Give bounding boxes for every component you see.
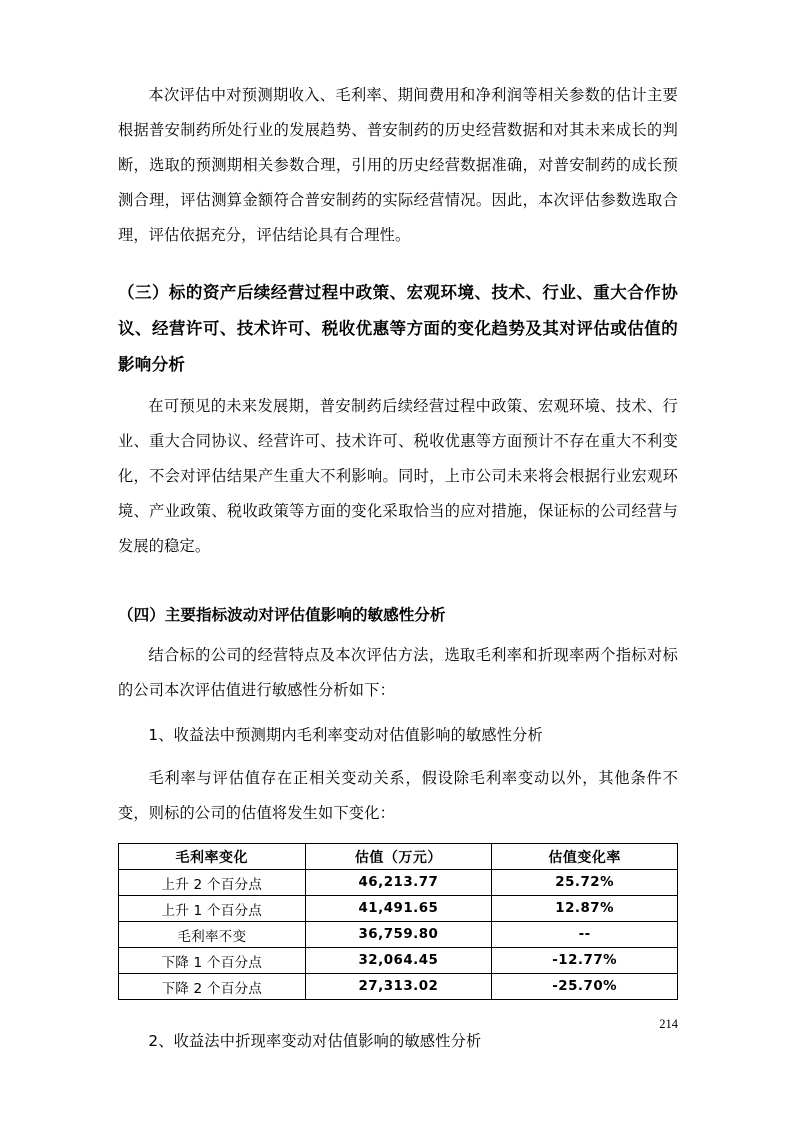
table-row [119,922,678,948]
table-cell-change: -25.70% [492,974,678,1000]
table-row [119,974,678,1000]
table-row [119,870,678,896]
spacer [118,1010,678,1024]
table-cell-change: -12.77% [492,948,678,974]
paragraph-policy-environment: 在可预见的未来发展期，普安制药后续经营过程中政策、宏观环境、技术、行业、重大合同协议、经营许可、技术许可、税收优惠等方面预计不存在重大不利变化，不会对评估结果产生重大不利影响。同时，上市公司未来将会根据行业宏观环境、产业政策、税收政策等方面的变化采取恰当的应对措施，保证标的公司经营与发展的稳定。 [118,397,678,555]
spacer [118,710,678,718]
paragraph-assessment-parameters: 本次评估中对预测期收入、毛利率、期间费用和净利润等相关参数的估计主要根据普安制药所处行业的发展趋势、普安制药的历史经营数据和对其未来成长的判断，选取的预测期相关参数合理，引用的历史经营数据准确，对普安制药的成长预测合理，评估测算金额符合普安制药的实际经营情况。因此，本次评估参数选取合理，评估依据充分，评估结论具有合理性。 [118,86,678,244]
page-number: 214 [659,1017,678,1031]
table-cell-label: 上升 1 个百分点 [119,896,306,922]
section-heading-three: （三）标的资产后续经营过程中政策、宏观环境、技术、行业、重大合作协议、经营许可、技术许可、税收优惠等方面的变化趋势及其对评估或估值的影响分析 [118,283,678,374]
table-cell-value: 46,213.77 [305,870,492,896]
table-header-cell: 估值（万元） [305,844,492,870]
table-header-cell: 估值变化率 [492,844,678,870]
section-heading-four: （四）主要指标波动对评估值影响的敏感性分析 [118,606,446,624]
table-cell-label: 上升 2 个百分点 [119,870,306,896]
table-cell-change: 12.87% [492,896,678,922]
sensitivity-table [118,843,678,1000]
table-cell-value: 27,313.02 [305,974,492,1000]
subheading-discount-rate-sensitivity: 2、收益法中折现率变动对估值影响的敏感性分析 [148,1032,482,1050]
table-cell-value: 32,064.45 [305,948,492,974]
table-cell-value: 41,491.65 [305,896,492,922]
table-cell-label: 毛利率不变 [119,922,306,948]
document-body [118,78,678,1059]
table-row [119,948,678,974]
spacer [118,566,678,574]
table-cell-change: -- [492,922,678,948]
table-cell-value: 36,759.80 [305,922,492,948]
spacer [118,753,678,761]
table-cell-change: 25.72% [492,870,678,896]
table-cell-label: 下降 2 个百分点 [119,974,306,1000]
subheading-gross-margin-sensitivity: 1、收益法中预测期内毛利率变动对估值影响的敏感性分析 [148,726,543,744]
paragraph-gross-margin-relation: 毛利率与评估值存在正相关变动关系，假设除毛利率变动以外，其他条件不变，则标的公司的估值将发生如下变化： [118,769,678,822]
table-header-row [119,844,678,870]
table-row [119,896,678,922]
paragraph-sensitivity-intro: 结合标的公司的经营特点及本次评估方法，选取毛利率和折现率两个指标对标的公司本次评估值进行敏感性分析如下： [118,646,678,699]
table-cell-label: 下降 1 个百分点 [119,948,306,974]
table-header-cell: 毛利率变化 [119,844,306,870]
